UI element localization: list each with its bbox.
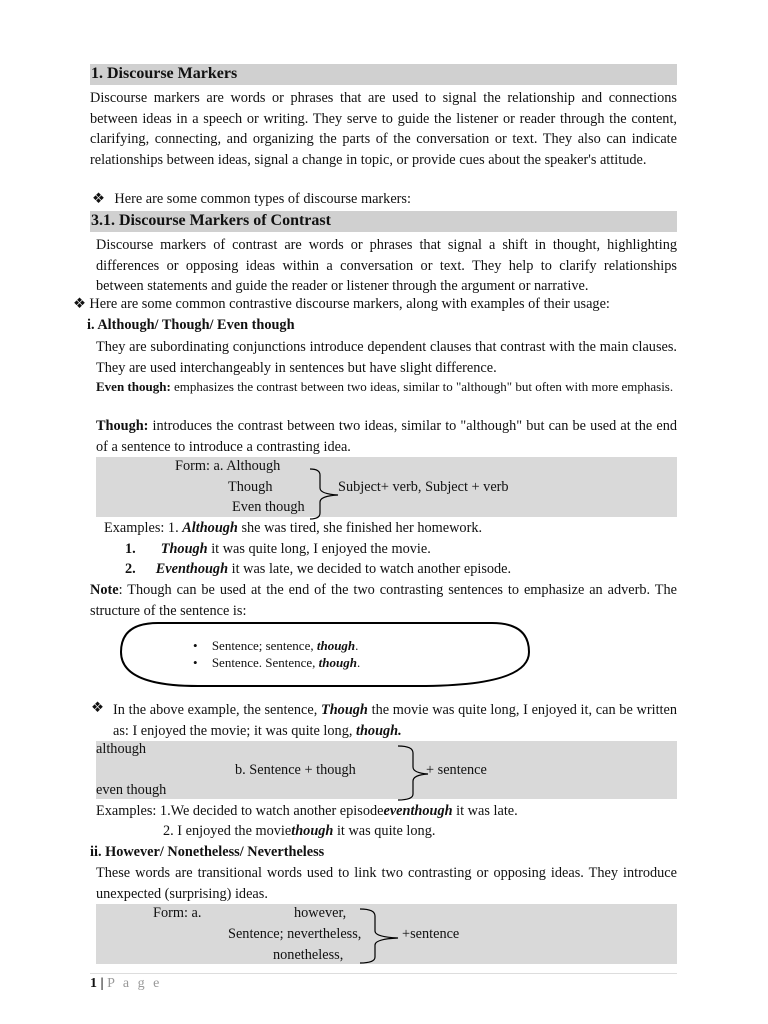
example-text: it was late, we decided to watch another episode. [228, 561, 512, 577]
form-result: Subject+ verb, Subject + verb [338, 479, 509, 495]
bullet-item [92, 191, 411, 208]
form-line: Even though [232, 499, 305, 515]
brace-icon [358, 907, 400, 965]
example-text: it was quite long, I enjoyed the movie. [207, 541, 431, 557]
example-text: 2. I enjoyed the movie [163, 823, 292, 839]
form-result: +sentence [402, 926, 460, 942]
footer-divider [90, 973, 677, 974]
form-line: although [96, 741, 147, 757]
example-line [96, 803, 518, 820]
term-label: Though: [96, 418, 149, 434]
page-number: 1 [90, 976, 97, 991]
oval-item: • Sentence. Sentence, though. [193, 655, 361, 670]
marker-word: Although [182, 520, 238, 536]
note-text: : Though can be used at the end of the two contrasting sentences to emphasize an adverb. The structure of the sentence is: [90, 582, 677, 619]
oval-text: Sentence. Sentence, [211, 655, 319, 670]
example-note [113, 700, 677, 741]
marker-word: Eventhough [155, 561, 229, 577]
page-footer [90, 976, 162, 992]
intro-paragraph: Discourse markers are words or phrases that are used to signal the relationship and connections between ideas in a speech or writing. They serve to guide the listener or reader through the content, clarifying, connecting, and organizing the parts of the conversation or text. They also can indicate relationships between ideas, signal a change in topic, or provide cues about the speaker's attitude. [90, 90, 677, 168]
example-line [104, 520, 482, 537]
example-line [125, 541, 431, 558]
bullet-item [73, 296, 610, 313]
diamond-bullet-icon: ❖ [73, 296, 86, 312]
form-line: Though [228, 479, 273, 495]
oval-item: • Sentence; sentence, though. [193, 638, 359, 653]
note-text: In the above example, the sentence, [113, 702, 321, 718]
subheading: i. Although/ Though/ Even though [87, 317, 295, 333]
form-line: Sentence; nevertheless, [228, 926, 362, 942]
brace-icon [396, 744, 430, 802]
note-paragraph [90, 580, 677, 621]
example-line [125, 561, 511, 578]
term-label: Even though: [96, 379, 171, 394]
marker-word: eventhough [383, 803, 453, 819]
dot-bullet-icon: • [193, 638, 198, 653]
example-number: 2. [125, 561, 136, 577]
note-label: Note [90, 582, 119, 598]
brace-icon [308, 466, 340, 522]
contrast-paragraph: Discourse markers of contrast are words or phrases that signal a shift in thought, highlighting differences or opposing ideas within a conversation or text. They help to clarify relationships between statements and guide the reader or listener through the argument or narrative. [96, 237, 677, 295]
footer-separator: | [97, 976, 108, 991]
marker-word: though [291, 823, 334, 839]
diamond-bullet-icon: ❖ [91, 700, 104, 716]
section-heading: 1. Discourse Markers [91, 65, 238, 82]
form-line: nonetheless, [273, 947, 344, 963]
form-box [96, 741, 677, 799]
note-text: the movie was quite long, I enjoyed it, can be written as: I enjoyed the movie; it was quite long, [113, 702, 678, 739]
marker-word: though [318, 655, 357, 670]
term-text: emphasizes the contrast between two ideas, similar to "although" but often with more emphasis. [170, 379, 674, 394]
form-line: however, [294, 905, 347, 921]
subheading: ii. However/ Nonetheless/ Nevertheless [90, 844, 325, 860]
term-text: introduces the contrast between two ideas, similar to "although" but can be used at the end of a sentence to introduce a contrasting idea. [96, 418, 677, 455]
section-heading: 3.1. Discourse Markers of Contrast [91, 212, 331, 229]
example-text: it was late. [452, 803, 518, 819]
page-label: P a g e [107, 976, 162, 991]
though-definition [96, 416, 677, 457]
transitional-paragraph: These words are transitional words used to link two contrasting or opposing ideas. They introduce unexpected (surprising) ideas. [96, 865, 677, 902]
example-number: 1. [125, 541, 136, 557]
example-text: it was quite long. [333, 823, 436, 839]
even-though-definition [96, 377, 677, 397]
example-text: Examples: 1.We decided to watch another episode [96, 803, 384, 819]
marker-word: Though [321, 702, 368, 718]
bullet-text: Here are some common types of discourse markers: [114, 191, 411, 207]
dot-bullet-icon: • [193, 655, 198, 670]
example-text: she was tired, she finished her homework. [237, 520, 483, 536]
example-line [163, 823, 435, 840]
oval-text: Sentence; sentence, [211, 638, 317, 653]
bullet-text: Here are some common contrastive discourse markers, along with examples of their usage: [89, 296, 610, 312]
form-line: even though [96, 782, 167, 798]
subordinating-paragraph: They are subordinating conjunctions introduce dependent clauses that contrast with the main clauses. They are used interchangeably in sentences but have slight difference. [96, 339, 677, 376]
form-line: b. Sentence + though [235, 762, 356, 778]
marker-word: Though [160, 541, 208, 557]
marker-word: though. [356, 722, 402, 739]
form-line: Form: a. [153, 905, 202, 921]
example-prefix: Examples: 1. [104, 520, 183, 536]
form-line: Form: a. Although [175, 458, 281, 474]
diamond-bullet-icon: ❖ [92, 191, 105, 207]
marker-word: though [316, 638, 356, 653]
form-result: + sentence [426, 762, 487, 778]
